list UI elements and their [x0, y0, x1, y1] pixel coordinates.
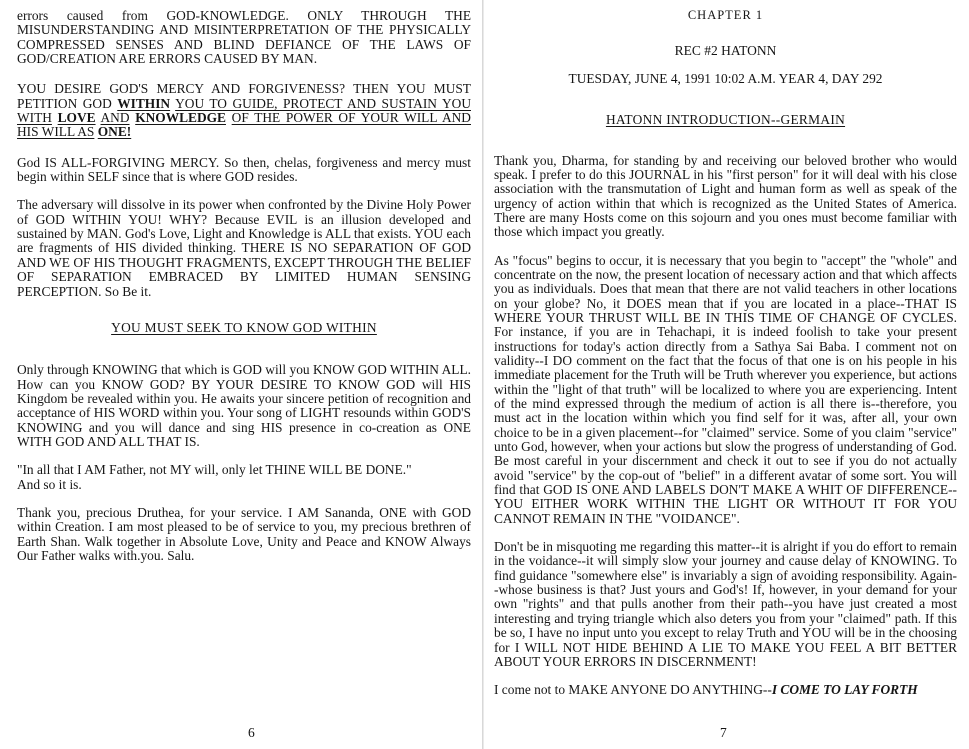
right-paragraph-2: As "focus" begins to occur, it is necessary that you begin to "accept" the "whole" and concentrate on the now, the present location of necessary action and that which affects you as individuals. Does that mean that there are not valid teachers in other locations on your globe? No, it DOES mean that if you are located in a place--THAT IS WHERE YOUR THRUST WILL BE IN THIS TIME OF CHANGE OF CYCLES. For instance, if you are in Tehachapi, it is indeed foolish to take your present instructions for today's action directly from a Sathya Sai Baba. I comment not on validity--I DO comment on the fact that the focus of that one is on his people in his immediate placement for the Truth will be Truth wherever you experience, but actions within the "light of that truth" will be localized to where you are experiencing. Intent of the mind expressed through the medium of action is all there is--therefore, you must act in the location within which you find self for it was, after all, your own choice to be in a given placement--for "claimed" service. Some of you claim "service" unto God, however, when your actions but slow the progress of understanding of God. Be most careful in your discernment and check it out to see if you do not actually avoid "service" by the cop-out of "belief" in a different avatar of some sort. You will find that GOD IS ONE AND LABELS DON'T MAKE A WHIT OF DIFFERENCE--YOU EITHER WORK WITHIN THE LIGHT OR WITHOUT IT FOR YOU CANNOT REMAIN IN THE "VOIDANCE".	[494, 252, 957, 526]
date-line: TUESDAY, JUNE 4, 1991 10:02 A.M. YEAR 4, DAY 292	[568, 70, 883, 86]
left-paragraph-4: The adversary will dissolve in its power when confronted by the Divine Holy Power of GOD WITHIN YOU! WHY? Because EVIL is an illusion developed and sustained by MAN. God's Love, Light and Knowledge is ALL that exists. YOU each are fragments of HIS divided thinking. THERE IS NO SEPARATION OF GOD AND WE OF HIS THOUGHT FRAGMENTS, EXCEPT THROUGH THE BELIEF OF SEPARATION EMBRACED BY LIMITED HUMAN SENSING PERCEPTION. So Be it.	[17, 197, 471, 299]
right-page	[484, 0, 969, 749]
right-text-column	[494, 9, 957, 712]
left-text-column	[17, 9, 471, 577]
right-paragraph-4: I come not to MAKE ANYONE DO ANYTHING--I COME TO LAY FORTH	[494, 682, 918, 698]
left-page	[0, 0, 482, 749]
left-paragraph-3: God IS ALL-FORGIVING MERCY. So then, chelas, forgiveness and mercy must begin within SELF since that is where GOD resides.	[17, 154, 471, 185]
left-page-number: 6	[248, 725, 255, 740]
left-section-heading: YOU MUST SEEK TO KNOW GOD WITHIN	[111, 319, 377, 335]
left-paragraph-1: errors caused from GOD-KNOWLEDGE. ONLY THROUGH THE MISUNDERSTANDING AND MISINTERPRETATION OF THE PHYSICALLY COMPRESSED SENSES AND BLIND DEFIANCE OF THE LAWS OF GOD/CREATION ARE ERRORS CAUSED BY MAN.	[17, 8, 471, 67]
right-paragraph-3: Don't be in misquoting me regarding this matter--it is alright if you do effort to remain in the voidance--it will simply slow your journey and cause delay of KNOWING. To find guidance "somewhere else" is invariably a sign of avoiding responsibility. Again--whose business is that? Just yours and God's! If, however, in your demand for your own "rights" and that pulls another from their path--you have just created a most interesting and trying triangle which also deters you from your "claimed" path. If this be so, I have no input unto you except to relay Truth and YOU will be in the choosing for I WILL NOT HIDE BEHIND A LIE TO MAKE YOU FEEL A BIT BETTER ABOUT YOUR ERRORS IN DISCERNMENT!	[494, 539, 957, 669]
right-page-number: 7	[720, 725, 727, 740]
left-paragraph-5: Only through KNOWING that which is GOD will you KNOW GOD WITHIN ALL. How can you KNOW GOD? BY YOUR DESIRE TO KNOW GOD will HIS Kingdom be revealed within you. He awaits your sincere petition of recognition and acceptance of HIS WORD within you. Your song of LIGHT resounds within GOD'S KNOWING and you will dance and sing HIS presence in co-creation as ONE WITH GOD AND ALL THAT IS.	[17, 362, 471, 449]
left-paragraph-7: Thank you, precious Druthea, for your service. I AM Sananda, ONE with GOD within Creation. I am most pleased to be of service to you, my precious brethren of Earth Shan. Walk together in Absolute Love, Unity and Peace and KNOW Always Our Father walks with.you. Salu.	[17, 504, 471, 563]
left-paragraph-2: YOU DESIRE GOD'S MERCY AND FORGIVENESS? THEN YOU MUST PETITION GOD WITHIN YOU TO GUIDE, PROTECT AND SUSTAIN YOU WITH LOVE AND KNOWLEDGE OF THE POWER OF YOUR WILL AND HIS WILL AS ONE!	[17, 81, 471, 140]
right-section-heading: HATONN INTRODUCTION--GERMAIN	[605, 112, 846, 128]
chapter-title: CHAPTER 1	[687, 8, 764, 22]
left-paragraph-6: "In all that I AM Father, not MY will, only let THINE WILL BE DONE." And so it is.	[17, 462, 412, 492]
right-paragraph-1: Thank you, Dharma, for standing by and receiving our beloved brother who would speak. I prefer to do this JOURNAL in his "first person" for it will deal with his close association with the transmutation of Light and human form as well as speak of the urgency of action within that which is recognized as the United States of America. There are many Hosts come on this sojourn and you ones must become familiar with those which impact you greatly.	[494, 152, 957, 240]
record-label: REC #2 HATONN	[674, 43, 777, 59]
